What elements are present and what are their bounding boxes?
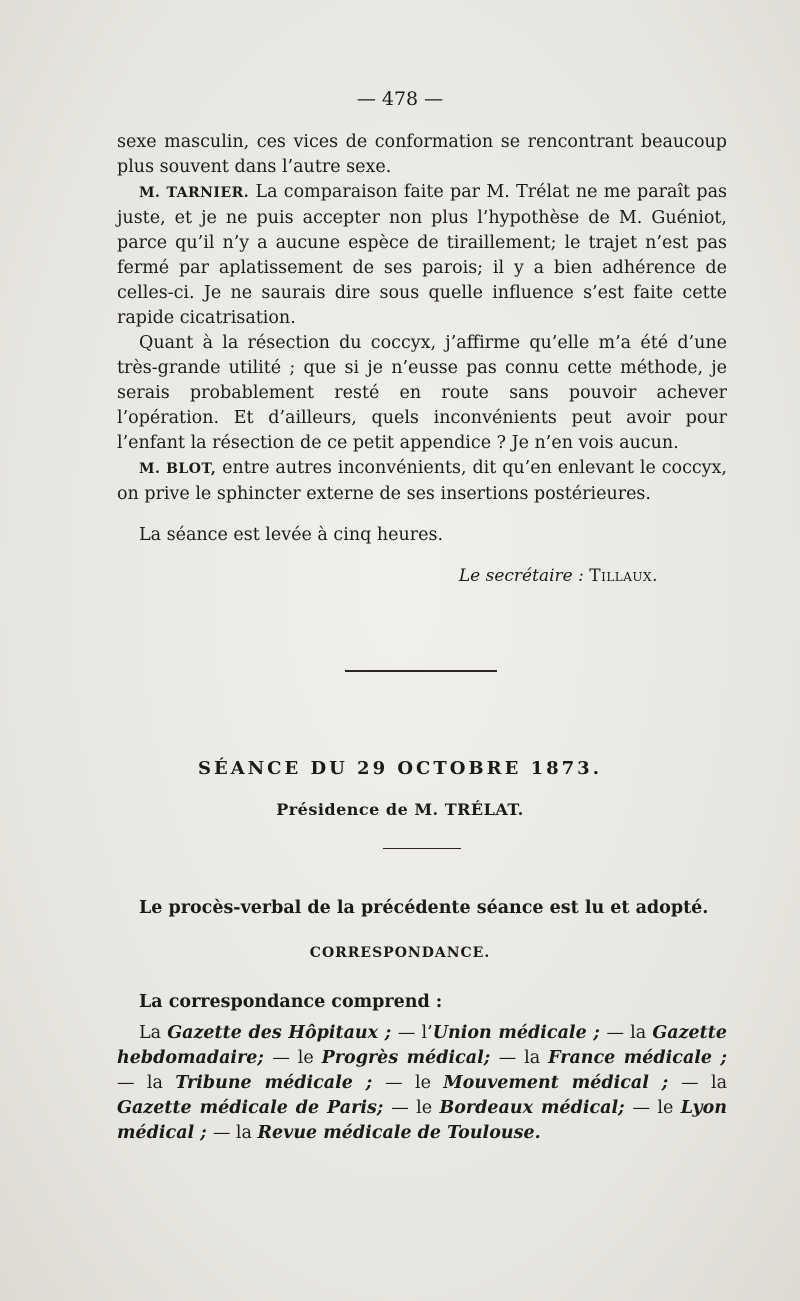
journal-title: France médicale ; [548,1048,727,1068]
proces-verbal-block [117,896,727,921]
journal-title: Gazette médicale de Paris; [117,1098,392,1118]
page-number: — 478 — [356,88,444,110]
speaker-text: La comparaison faite par M. Trélat ne me paraît pas juste, et je ne puis accepter non plus l’hypothèse de M. Guéniot, parce qu’il n’y a aucune espèce de tiraillement; le trajet n’est pas fermé par aplatissement de ses parois; il y a bien adhérence de celles-ci. Je ne saurais dire sous quelle influence s’est faite cette rapide cicatrisation. [117,182,727,328]
journal-title: Bordeaux médical; [439,1098,633,1118]
list-sep: — la [681,1073,728,1093]
presidence-line: Présidence de M. TRÉLAT. [276,800,524,819]
paragraph-continuation: sexe masculin, ces vices de conformation se rencontrant beaucoup plus souvent dans l’autre sexe. [117,132,727,177]
list-sep: — la [117,1073,176,1093]
journal-title: Union médicale ; [432,1023,607,1043]
speaker-text: entre autres inconvénients, dit qu’en enlevant le coccyx, on prive le sphincter externe de ses insertions postérieures. [117,458,727,504]
journal-title: Gazette hebdomadaire; [117,1023,727,1068]
signature-name: Tillaux. [589,566,658,586]
journal-title: Revue médicale de Toulouse. [257,1123,541,1143]
proces-verbal: Le procès-verbal de la précédente séance est lu et adopté. [139,898,709,918]
signature-label: Le secrétaire : [458,566,584,586]
list-sep: — le [391,1098,440,1118]
paragraph-blot [117,456,727,507]
journal-title: Mouvement médical ; [443,1073,682,1093]
correspondance-title: CORRESPONDANCE. [309,945,491,961]
body-top [117,130,727,507]
paragraph-tarnier [117,180,727,331]
journal-title: Lyon médical ; [117,1098,727,1143]
seance-close: La séance est levée à cinq heures. [139,525,444,545]
signature [400,566,658,586]
journal-title: Gazette des Hôpitaux ; [167,1023,398,1043]
list-sep: — le [632,1098,681,1118]
speaker-name: M. BLOT, [139,461,217,477]
section-divider [345,670,497,672]
short-divider [383,848,461,849]
list-sep: — le [385,1073,444,1093]
list-sep: — la [212,1123,258,1143]
paragraph-resection: Quant à la résection du coccyx, j’affirme qu’elle m’a été d’une très-grande utilité ; que si je n’eusse pas connu cette méthode, je serais probablement resté en route sans pouvoir achever l’opération. Et d’ailleurs, quels inconvénients peut avoir pour l’enfant la résection de ce petit appendice ? Je n’en vois aucun. [117,333,727,453]
seance-title: SÉANCE DU 29 OCTOBRE 1873. [198,758,602,779]
correspondance-intro: La correspondance comprend : [139,992,443,1012]
list-sep: — la [498,1048,549,1068]
correspondance-block [117,990,727,1146]
speaker-name: M. TARNIER. [139,185,250,201]
journal-title: Progrès médical; [321,1048,499,1068]
journal-title: Tribune médicale ; [175,1073,386,1093]
list-sep: La [139,1023,168,1043]
list-sep: — le [272,1048,322,1068]
journal-list [117,1021,727,1146]
list-sep: — la [606,1023,653,1043]
closing-line [117,523,727,548]
list-sep: — l’ [397,1023,433,1043]
